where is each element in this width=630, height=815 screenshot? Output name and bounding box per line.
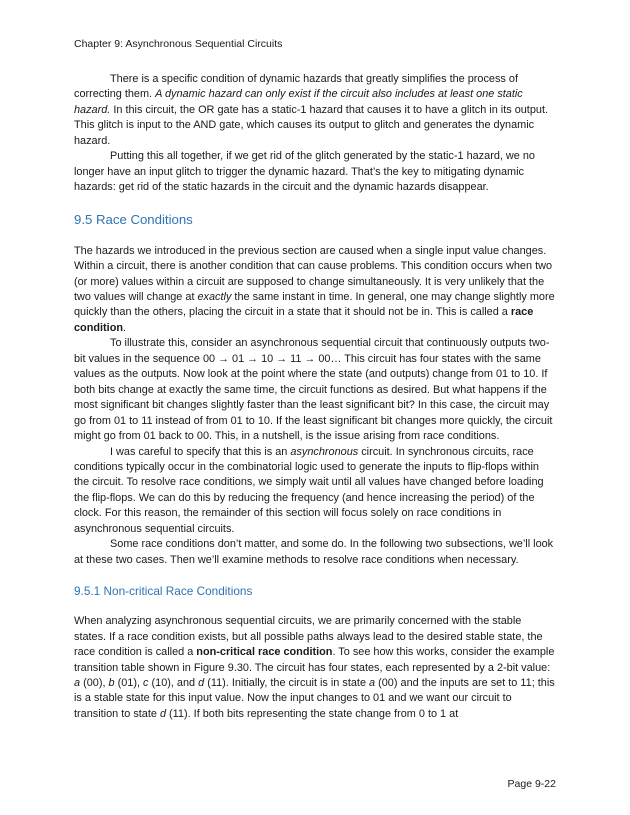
page-body xyxy=(74,72,556,722)
subsection-heading: 9.5.1 Non-critical Race Conditions xyxy=(74,584,253,599)
page-number: Page 9-22 xyxy=(507,778,556,790)
paragraph-dynamic-hazard: There is a specific condition of dynamic hazards that greatly simplifies the process of correcting them. A dynamic hazard can only exist if the circuit also includes at least one static hazard. In this circuit, the OR gate has a static-1 hazard that causes it to have a glitch in its output. This glitch is input to the AND gate, which causes its output to glitch and generates the dynamic hazard. xyxy=(74,73,548,147)
paragraph-illustrate: To illustrate this, consider an asynchronous sequential circuit that continuously outputs two-bit values in the sequence 00 → 01 → 10 → 11 → 00… This circuit has four states with the same values as the outputs. Now look at the point where the state (and outputs) change from 01 to 10. If both bits change at exactly the same time, the circuit functions as desired. But what happens if the most significant bit changes slightly faster than the least significant bit? In this case, the circuit may go from 01 to 11 instead of from 01 to 10. If the least significant bit changes more quickly, the circuit might go from 01 back to 00. This, in a nutshell, is the issue arising from race conditions. xyxy=(74,337,553,443)
paragraph-non-critical: When analyzing asynchronous sequential circuits, we are primarily concerned with the stable states. If a race condition exists, but all possible paths always lead to the desired stable state, the race condition is called a non-critical race condition. To see how this works, consider the example transition table shown in Figure 9.30. The circuit has four states, each represented by a 2-bit value: a (00), b (01), c (10), and d (11). Initially, the circuit is in state a (00) and the inputs are set to 11; this is a stable state for this input value. Now the input changes to 01 and we want our circuit to transition to state d (11). If both bits representing the state change from 0 to 1 at xyxy=(74,615,555,720)
section-heading: 9.5 Race Conditions xyxy=(74,211,193,227)
paragraph-putting-together: Putting this all together, if we get rid of the glitch generated by the static-1 hazard, we no longer have an input glitch to trigger the dynamic hazard. That’s the key to mitigating dynamic hazards: get rid of the static hazards in the circuit and the dynamic hazards disappear. xyxy=(74,150,535,194)
paragraph-race-intro: The hazards we introduced in the previous section are caused when a single input value changes. Within a circuit, there is another condition that can cause problems. This condition occurs when two (or more) values within a circuit are supposed to change simultaneously. It is very unlikely that the two values will change at exactly the same instant in time. In general, one may change slightly more quickly than the others, placing the circuit in a state that it should not be in. This is called a race condition. xyxy=(74,244,555,334)
paragraph-asynchronous: I was careful to specify that this is an asynchronous circuit. In synchronous circuits, race conditions typically occur in the combinatorial logic used to generate the inputs to flip-flops within the circuit. To resolve race conditions, we simply wait until all values have changed before loading the flip-flops. We can do this by reducing the frequency (and hence increasing the period) of the clock. For this reason, the remainder of this section will focus solely on race conditions in asynchronous sequential circuits. xyxy=(74,445,544,535)
paragraph-cases: Some race conditions don’t matter, and some do. In the following two subsections, we’ll look at these two cases. Then we’ll examine methods to resolve race conditions when necessary. xyxy=(74,538,554,566)
running-header: Chapter 9: Asynchronous Sequential Circuits xyxy=(74,38,283,50)
term-non-critical-race: non-critical race condition xyxy=(196,646,333,659)
emphasis-text: A dynamic hazard can only exist if the circuit also includes at least one static hazard. xyxy=(74,88,523,116)
term-race-condition: race condition xyxy=(74,306,534,334)
